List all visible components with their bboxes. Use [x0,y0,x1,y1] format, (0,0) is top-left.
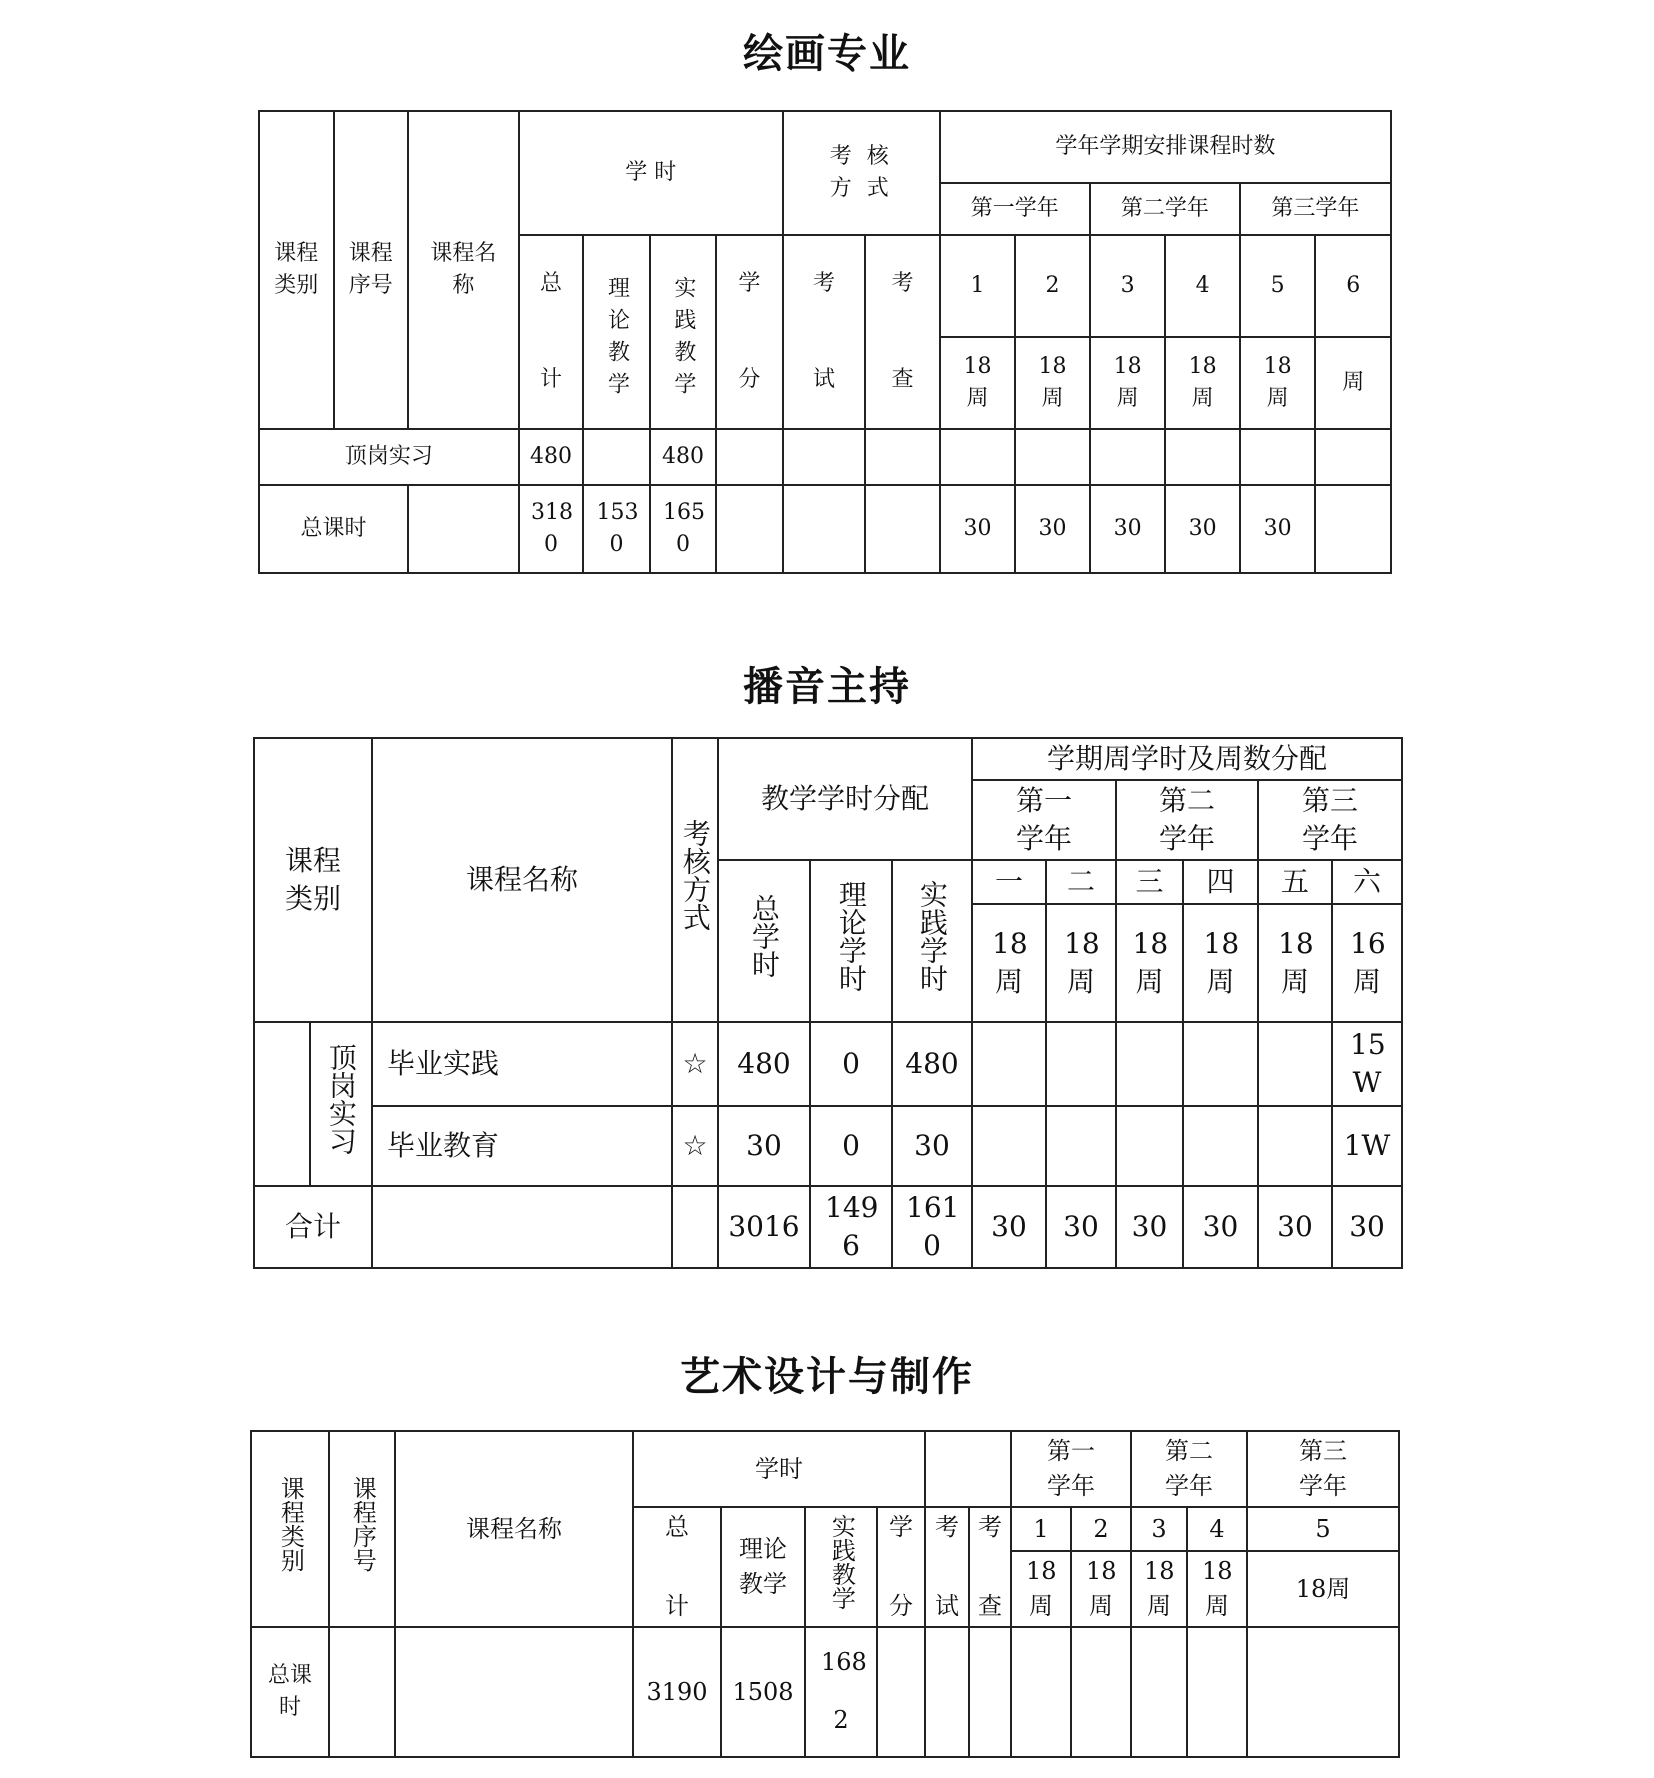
total-row-label: 总课时 [251,1627,329,1757]
header-practice-hours: 实践学时 [892,860,972,1022]
term-5: 5 [1247,1507,1399,1551]
header-year-2: 第二学年 [1090,183,1240,235]
row-total-hours: 480 [718,1022,810,1106]
row-total-practice: 165 0 [650,485,716,573]
total-row-term-5: 30 [1258,1186,1332,1268]
row-total-total: 318 0 [519,485,583,573]
header-year-3: 第三 学年 [1258,780,1402,860]
header-total: 总 计 [519,235,583,429]
row-course-name: 毕业实践 [372,1022,672,1106]
weeks-1: 18 周 [972,904,1046,1022]
row-total-hours: 30 [718,1106,810,1186]
term-6: 6 [1315,235,1391,337]
row-practice-hours: 480 [892,1022,972,1106]
weeks-6: 16 周 [1332,904,1402,1022]
weeks-3: 18 周 [1131,1551,1187,1627]
header-year-1: 第一学年 [940,183,1090,235]
total-row-practice: 161 0 [892,1186,972,1268]
term-4: 4 [1187,1507,1247,1551]
header-theory: 理论教学 [583,235,649,429]
table-row [251,1627,1399,1757]
header-course-name: 课程名称 [395,1431,633,1627]
art-design-title: 艺术设计与制作 [680,1354,974,1400]
term-3: 3 [1090,235,1166,337]
total-row-label: 合计 [254,1186,372,1268]
header-total-hours: 总学时 [718,860,810,1022]
header-hours: 学时 [633,1431,925,1507]
row-total-term-2: 30 [1015,485,1090,573]
header-schedule: 学期周学时及周数分配 [972,738,1402,780]
header-theory-hours: 理论学时 [810,860,892,1022]
header-check: 考 查 [865,235,940,429]
row-internship-total: 480 [519,429,583,485]
total-row-theory: 149 6 [810,1186,892,1268]
header-year-2: 第二 学年 [1131,1431,1247,1507]
total-row-theory: 1508 [721,1627,805,1757]
weeks-1: 18 周 [940,337,1016,429]
header-check: 考 查 [969,1507,1011,1627]
row-practice-hours: 30 [892,1106,972,1186]
row-total-term-1: 30 [940,485,1016,573]
group-internship-label: 顶岗实习 [310,1022,372,1186]
total-row-total: 3016 [718,1186,810,1268]
weeks-4: 18 周 [1183,904,1258,1022]
row-term-6: 1W [1332,1106,1402,1186]
header-year-3: 第三学年 [1240,183,1391,235]
row-total-label: 总课时 [259,485,408,573]
weeks-5: 18 周 [1240,337,1316,429]
header-hours: 学 时 [519,111,783,235]
weeks-6: 周 [1315,337,1391,429]
total-row-total: 3190 [633,1627,721,1757]
header-course-name: 课程名称 [372,738,672,1022]
table-row [259,429,1391,485]
term-5: 五 [1258,860,1332,904]
row-term-6: 15 W [1332,1022,1402,1106]
row-total-term-4: 30 [1165,485,1240,573]
total-row-term-3: 30 [1116,1186,1183,1268]
header-exam: 考 试 [783,235,866,429]
term-6: 六 [1332,860,1402,904]
header-credit: 学 分 [716,235,782,429]
term-1: 1 [940,235,1016,337]
header-year-3: 第三 学年 [1247,1431,1399,1507]
row-internship-practice: 480 [650,429,716,485]
weeks-3: 18 周 [1116,904,1183,1022]
term-3: 3 [1131,1507,1187,1551]
header-credit: 学 分 [877,1507,925,1627]
row-internship-theory [583,429,649,485]
term-4: 四 [1183,860,1258,904]
row-internship-label: 顶岗实习 [259,429,519,485]
header-assessment: 考 核 方 式 [783,111,940,235]
total-row-term-2: 30 [1046,1186,1116,1268]
total-row-term-6: 30 [1332,1186,1402,1268]
header-year-2: 第二 学年 [1116,780,1258,860]
header-allocation: 教学学时分配 [718,738,972,860]
table-row [254,1022,1402,1106]
header-category: 课程类别 [254,738,372,1022]
weeks-2: 18 周 [1015,337,1090,429]
row-total-term-3: 30 [1090,485,1166,573]
header-category: 课程类别 [259,111,334,429]
term-2: 二 [1046,860,1116,904]
table-row [254,1186,1402,1268]
weeks-4: 18 周 [1187,1551,1247,1627]
row-total-theory: 153 0 [583,485,649,573]
term-5: 5 [1240,235,1316,337]
row-course-name: 毕业教育 [372,1106,672,1186]
painting-curriculum-table [258,110,1392,574]
weeks-5: 18 周 [1258,904,1332,1022]
header-seq: 课程序号 [334,111,409,429]
weeks-3: 18 周 [1090,337,1166,429]
term-3: 三 [1116,860,1183,904]
header-practice: 实践教学 [650,235,716,429]
row-theory-hours: 0 [810,1106,892,1186]
art-design-curriculum-table [250,1430,1400,1758]
term-4: 4 [1165,235,1240,337]
weeks-5: 18周 [1247,1551,1399,1627]
table-row [254,1106,1402,1186]
painting-title: 绘画专业 [743,31,911,77]
table-row [259,485,1391,573]
header-schedule: 学年学期安排课程时数 [940,111,1391,183]
term-1: 1 [1011,1507,1071,1551]
header-year-1: 第一 学年 [972,780,1116,860]
header-year-1: 第一 学年 [1011,1431,1131,1507]
weeks-2: 18 周 [1071,1551,1131,1627]
header-theory: 理论 教学 [721,1507,805,1627]
row-total-term-6 [1315,485,1391,573]
header-seq: 课程序号 [329,1431,395,1627]
total-row-practice: 168 2 [805,1627,877,1757]
header-exam: 考 试 [925,1507,969,1627]
term-2: 2 [1071,1507,1131,1551]
row-assessment-star: ☆ [672,1022,718,1106]
broadcast-title: 播音主持 [743,664,911,710]
weeks-2: 18 周 [1046,904,1116,1022]
header-practice: 实践教学 [805,1507,877,1627]
weeks-4: 18 周 [1165,337,1240,429]
header-total: 总 计 [633,1507,721,1627]
header-assessment: 考核方式 [672,738,718,1022]
row-total-term-5: 30 [1240,485,1316,573]
broadcast-curriculum-table [253,737,1403,1269]
row-theory-hours: 0 [810,1022,892,1106]
row-assessment-star: ☆ [672,1106,718,1186]
total-row-term-1: 30 [972,1186,1046,1268]
term-1: 一 [972,860,1046,904]
weeks-1: 18 周 [1011,1551,1071,1627]
total-row-term-4: 30 [1183,1186,1258,1268]
header-course-name: 课程名称 [408,111,519,429]
term-2: 2 [1015,235,1090,337]
header-category: 课程类别 [251,1431,329,1627]
